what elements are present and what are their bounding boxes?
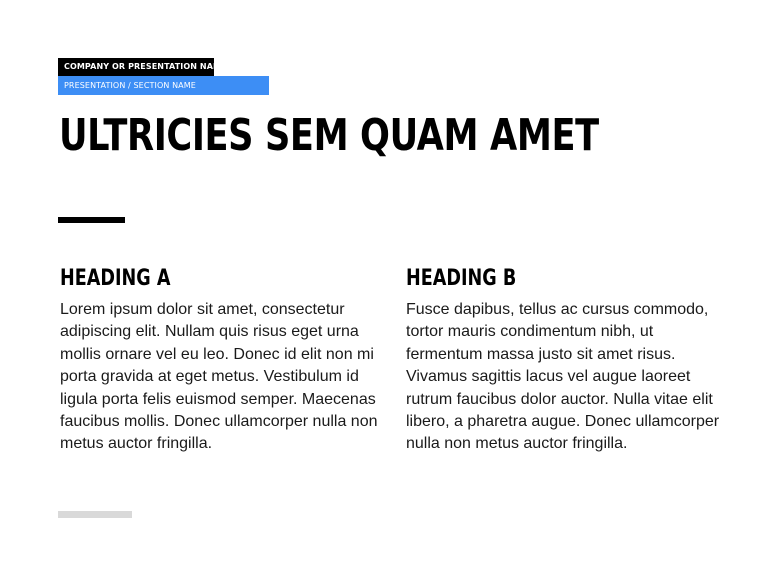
column-a xyxy=(60,264,380,456)
column-b-heading: HEADING B xyxy=(406,266,517,291)
company-name-label: COMPANY OR PRESENTATION NAME xyxy=(58,58,214,76)
title-accent-divider xyxy=(58,217,125,223)
section-name-label: PRESENTATION / SECTION NAME xyxy=(58,76,269,95)
column-a-heading: HEADING A xyxy=(60,266,171,291)
footer-divider xyxy=(58,511,132,518)
slide-title: ULTRICIES SEM QUAM AMET xyxy=(59,110,599,161)
column-b-body: Fusce dapibus, tellus ac cursus commodo, tortor mauris condimentum nibh, ut fermentum massa justo sit amet risus. Vivamus sagittis lacus vel augue laoreet rutrum faucibus dolor auctor. Nulla vitae elit libero, a pharetra augue. Donec ullamcorper nulla non metus auctor fringilla. xyxy=(406,301,720,453)
column-a-body: Lorem ipsum dolor sit amet, consectetur adipiscing elit. Nullam quis risus eget urna mollis ornare vel eu leo. Donec id elit non mi porta gravida at eget metus. Vestibulum id ligula porta felis euismod semper. Maecenas faucibus mollis. Donec ullamcorper nulla non metus auctor fringilla. xyxy=(60,301,378,453)
column-b xyxy=(406,264,726,456)
